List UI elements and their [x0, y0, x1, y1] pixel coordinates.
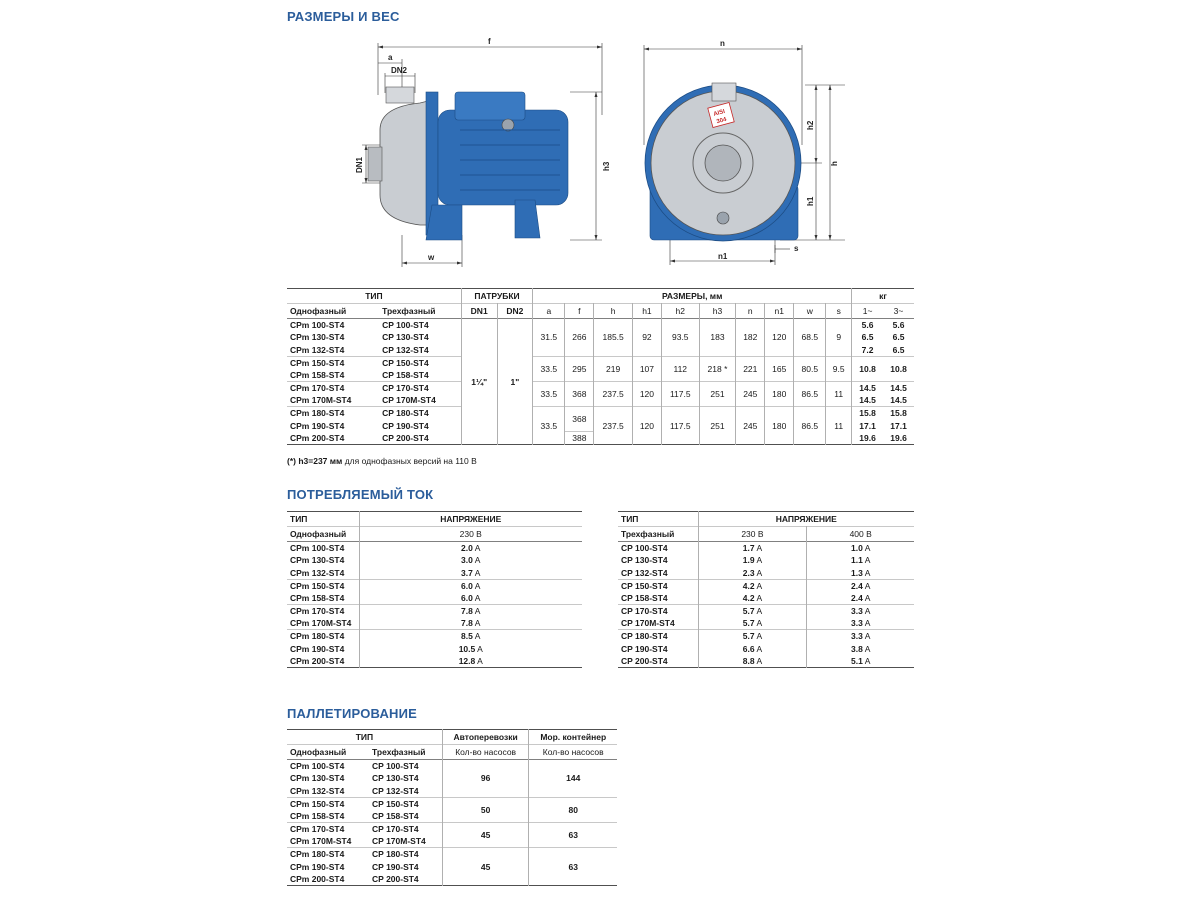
col-w3: 3~ — [893, 306, 904, 316]
current-230v: 5.7 A — [698, 604, 807, 617]
table-row — [618, 617, 914, 630]
current-400v: 1.3 A — [850, 567, 871, 578]
col-three-phase: Трехфазный — [379, 304, 461, 319]
current-400v: 1.1 A — [850, 555, 871, 566]
current-single-phase-table: ТИП НАПРЯЖЕНИЕ Однофазный 230 В CPm 100-ST4 2.0 A CPm 130-ST4 3.0 A CPm 132-ST4 3.7 A CPm 150-ST4 6.0 A CPm 158-ST4 6.0 A CPm 170-ST4 7.8 A CPm 170M-ST4 7.8 A CPm 180-ST4 8.5 A CPm 190-ST4 10.5 A CPm 200-ST4 12.8 A — [287, 511, 582, 668]
model-name: CP 190-ST4 — [618, 642, 698, 655]
model-name: CPm 180-ST4 — [287, 630, 359, 643]
col-h: h — [594, 304, 633, 319]
label-n1: n1 — [718, 252, 728, 261]
model-name: CPm 132-ST4 — [287, 567, 359, 580]
table-row: CPm 100-ST4 CP 100-ST4 96 144 — [287, 760, 617, 773]
table-row — [618, 630, 914, 643]
current-400v: 1.0 A — [850, 543, 871, 554]
col-s: s — [826, 304, 852, 319]
current-230v: 4.2 A — [698, 592, 807, 605]
table-row — [287, 655, 582, 668]
table-row — [618, 567, 914, 580]
current-230v: 4.2 A — [698, 579, 807, 592]
col-h3: h3 — [699, 304, 736, 319]
col-single-phase: Однофазный — [290, 306, 347, 316]
table-row: CPm 190-ST4 CP 190-ST4 — [287, 860, 617, 873]
current-230v: 8.8 A — [698, 655, 807, 668]
current-400v: 2.4 A — [850, 580, 871, 591]
label-dn2: DN2 — [391, 66, 408, 75]
table-row — [618, 592, 914, 605]
table-row: CPm 170-ST4 CP 170-ST4 45 63 — [287, 822, 617, 835]
current-value: 6.0 A — [461, 592, 481, 603]
current-230v: 2.3 A — [698, 567, 807, 580]
label-h2: h2 — [806, 120, 815, 130]
table-row: CPm 132-ST4 CP 132-ST4 7.2 6.5 — [290, 344, 905, 355]
model-name: CP 130-ST4 — [618, 554, 698, 567]
model-name: CP 158-ST4 — [618, 592, 698, 605]
current-400v: 3.8 A — [850, 643, 871, 654]
model-name: CPm 170-ST4 — [287, 604, 359, 617]
col-h1: h1 — [632, 304, 661, 319]
aisi-badge-line1: AISI — [712, 108, 726, 118]
current-value: 3.7 A — [461, 567, 481, 578]
model-name: CP 150-ST4 — [618, 579, 698, 592]
footnote: (*) h3=237 мм для однофазных версий на 110 В — [287, 456, 477, 466]
model-name: CPm 150-ST4 — [287, 579, 359, 592]
table-row — [287, 554, 582, 567]
model-name: CP 170-ST4 — [618, 604, 698, 617]
col-razmery: РАЗМЕРЫ, мм — [533, 289, 852, 304]
col-kg: кг — [879, 291, 887, 301]
section-title-current: ПОТРЕБЛЯЕМЫЙ ТОК — [287, 487, 434, 502]
label-h: h — [830, 161, 839, 166]
table-row: CPm 170M-ST4 CP 170M-ST4 14.5 14.5 — [290, 395, 907, 406]
table-row — [287, 592, 582, 605]
model-name: CPm 130-ST4 — [287, 554, 359, 567]
table-row: CPm 150-ST4 CP 150-ST4 33.5 295 219 107 112 218 * 221 165 80.5 9.5 10.8 10.8 — [287, 356, 914, 369]
table-row: CPm 130-ST4 CP 130-ST4 — [287, 772, 617, 785]
current-400v: 2.4 A — [850, 592, 871, 603]
table-row: CPm 190-ST4 CP 190-ST4 17.1 17.1 — [290, 420, 907, 431]
current-value: 8.5 A — [461, 631, 481, 642]
label-f: f — [488, 37, 491, 46]
model-name: CP 132-ST4 — [618, 567, 698, 580]
current-three-phase-table: ТИП НАПРЯЖЕНИЕ Трехфазный 230 В 400 В CP 100-ST4 1.7 A 1.0 A CP 130-ST4 1.9 A 1.1 A CP 132-ST4 2.3 A 1.3 A CP 150-ST4 4.2 A 2.4 A CP 158-ST4 4.2 A 2.4 A CP 170-ST4 5.7 A 3.3 A CP 170M-ST4 5.7 A 3.3 A CP 180-ST4 5.7 A 3.3 A CP 190-ST4 6.6 A 3.8 A CP 200-ST4 8.8 A 5.1 A — [618, 511, 914, 668]
table-row — [287, 579, 582, 592]
model-name: CPm 158-ST4 — [287, 592, 359, 605]
col-dn1: DN1 — [461, 304, 497, 319]
current-value: 6.0 A — [461, 580, 481, 591]
table-row: CPm 170-ST4 CP 170-ST4 33.5 368 237.5 120 117.5 251 245 180 86.5 11 14.5 14.5 — [287, 381, 914, 394]
label-n: n — [720, 39, 725, 48]
aisi-badge-line2: 304 — [715, 116, 728, 126]
dimensions-table — [287, 288, 914, 445]
table-row: CPm 180-ST4 CP 180-ST4 45 63 — [287, 848, 617, 861]
dn2-value: 1" — [497, 319, 533, 445]
label-w: w — [428, 253, 435, 262]
table-row: CPm 100-ST4 CP 100-ST4 1¼" 1" 31.5 266 185.5 92 93.5 183 182 120 68.5 9 5.6 5.6 — [287, 319, 914, 332]
current-230v: 1.9 A — [698, 554, 807, 567]
table-row — [287, 617, 582, 630]
current-400v: 5.1 A — [850, 655, 871, 666]
label-s: s — [794, 244, 799, 253]
model-name: CPm 190-ST4 — [287, 642, 359, 655]
col-w1: 1~ — [862, 306, 873, 316]
model-name: CPm 170M-ST4 — [287, 617, 359, 630]
model-name: CP 180-ST4 — [618, 630, 698, 643]
pallet-table: ТИП Автоперевозки Мор. контейнер Однофазный Трехфазный Кол-во насосов Кол-во насосов CPm 100-ST4 CP 100-ST4 96 144 CPm 130-ST4 CP 130-ST4 CPm 132-ST4 CP 132-ST4 CPm 150-ST4 CP 150-ST4 50 80 CPm 158-ST4 CP 158-ST4 CPm 170-ST4 CP 170-ST4 45 63 CPm 170M-ST4 CP 170M-ST4 CPm 180-ST4 CP 180-ST4 45 63 CPm 190-ST4 CP 190-ST4 CPm 200-ST4 CP 200-ST4 — [287, 729, 617, 886]
table-row — [287, 630, 582, 643]
current-value: 3.0 A — [461, 555, 481, 566]
table-row — [618, 655, 914, 668]
current-value: 10.5 A — [458, 643, 483, 654]
table-row — [618, 642, 914, 655]
section-title-pallet: ПАЛЛЕТИРОВАНИЕ — [287, 706, 418, 721]
table-row: CPm 158-ST4 CP 158-ST4 — [287, 810, 617, 823]
table-row — [287, 542, 582, 555]
table-row — [618, 542, 914, 555]
model-name: CP 200-ST4 — [618, 655, 698, 668]
model-name: CPm 100-ST4 — [287, 542, 359, 555]
label-h1: h1 — [806, 196, 815, 206]
table-row: CPm 132-ST4 CP 132-ST4 — [287, 785, 617, 798]
table-row — [287, 567, 582, 580]
col-n: n — [736, 304, 765, 319]
table-row: CPm 180-ST4 CP 180-ST4 33.5 368 237.5 120 117.5 251 245 180 86.5 11 15.8 15.8 — [287, 407, 914, 420]
table-row — [287, 604, 582, 617]
model-name: CP 100-ST4 — [618, 542, 698, 555]
label-dn1: DN1 — [355, 156, 364, 173]
table-row: CPm 200-ST4 CP 200-ST4 388 19.6 19.6 — [287, 432, 914, 445]
current-value: 7.8 A — [461, 618, 481, 629]
model-name: CPm 200-ST4 — [287, 655, 359, 668]
table-row: CPm 158-ST4 CP 158-ST4 — [287, 369, 914, 382]
table-row — [618, 604, 914, 617]
current-230v: 5.7 A — [698, 617, 807, 630]
pump-front-view-drawing — [630, 35, 850, 270]
pump-side-view-drawing — [340, 35, 620, 270]
current-400v: 3.3 A — [850, 631, 871, 642]
model-name: CP 170M-ST4 — [618, 617, 698, 630]
col-n1: n1 — [765, 304, 794, 319]
label-a: a — [388, 53, 393, 62]
current-230v: 6.6 A — [698, 642, 807, 655]
table-row: CPm 200-ST4 CP 200-ST4 — [287, 873, 617, 886]
current-value: 12.8 A — [458, 655, 483, 666]
table-row: CPm 130-ST4 CP 130-ST4 6.5 6.5 — [290, 332, 905, 343]
dn1-value: 1¼" — [461, 319, 497, 445]
current-value: 7.8 A — [461, 606, 481, 617]
col-w: w — [794, 304, 826, 319]
current-230v: 5.7 A — [698, 630, 807, 643]
table-row: CPm 170M-ST4 CP 170M-ST4 — [287, 835, 617, 848]
current-400v: 3.3 A — [850, 618, 871, 629]
col-dn2: DN2 — [497, 304, 533, 319]
label-h3: h3 — [602, 161, 611, 171]
current-230v: 1.7 A — [698, 542, 807, 555]
col-tip: ТИП — [287, 289, 461, 304]
col-f: f — [565, 304, 594, 319]
col-patrubki: ПАТРУБКИ — [461, 289, 532, 304]
table-row — [618, 579, 914, 592]
table-row — [287, 642, 582, 655]
current-value: 2.0 A — [461, 543, 481, 554]
table-row — [618, 554, 914, 567]
table-row: CPm 150-ST4 CP 150-ST4 50 80 — [287, 797, 617, 810]
section-title-dimensions: РАЗМЕРЫ И ВЕС — [287, 9, 400, 24]
col-h2: h2 — [661, 304, 699, 319]
col-a: a — [533, 304, 565, 319]
current-400v: 3.3 A — [850, 606, 871, 617]
